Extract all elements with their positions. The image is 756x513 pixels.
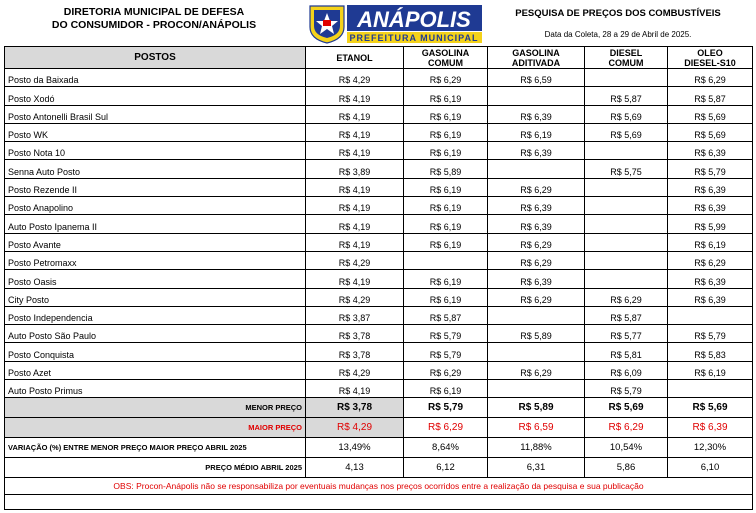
price-diesel [585,233,668,251]
station-name: Auto Posto São Paulo [5,325,306,343]
price-s10: R$ 5,83 [668,343,753,361]
max-diesel: R$ 6,29 [585,418,668,438]
station-name: Posto Oasis [5,270,306,288]
price-s10: R$ 6,39 [668,288,753,306]
price-gasolina: R$ 5,89 [404,160,488,178]
obs-note: OBS: Procon-Anápolis não se responsabiliza por eventuais mudanças nos preços ocorridos entre a realização da pesquisa e sua publicação [5,478,753,495]
price-etanol: R$ 4,19 [306,233,404,251]
price-aditivada [488,343,585,361]
price-gasolina: R$ 6,19 [404,197,488,215]
station-name: Auto Posto Ipanema II [5,215,306,233]
table-row [5,343,753,361]
procon-header-line2: DO CONSUMIDOR - PROCON/ANÁPOLIS [51,19,257,31]
station-name: Auto Posto Primus [5,380,306,398]
min-diesel: R$ 5,69 [585,398,668,418]
avg-gasolina: 6,12 [404,458,488,478]
avg-diesel: 5,86 [585,458,668,478]
min-aditivada: R$ 5,89 [488,398,585,418]
collection-date: Data da Coleta, 28 a 29 de Abril de 2025. [544,30,692,39]
station-name: Posto Antonelli Brasil Sul [5,105,306,123]
price-gasolina: R$ 6,19 [404,142,488,160]
station-name: Posto Nota 10 [5,142,306,160]
blank-row [5,495,753,510]
price-diesel: R$ 6,29 [585,288,668,306]
col-header-oleo-diesel-s10: OLEO DIESEL-S10 [668,47,753,69]
price-etanol: R$ 4,19 [306,270,404,288]
station-name: Senna Auto Posto [5,160,306,178]
col-header-postos: POSTOS [5,47,306,69]
price-aditivada: R$ 6,59 [488,69,585,87]
price-diesel [585,197,668,215]
table-row [5,233,753,251]
price-aditivada: R$ 6,39 [488,270,585,288]
price-diesel: R$ 5,81 [585,343,668,361]
col-header-gasolina-aditivada: GASOLINA ADITIVADA [488,47,585,69]
price-etanol: R$ 4,19 [306,178,404,196]
price-gasolina: R$ 6,19 [404,288,488,306]
price-aditivada: R$ 6,29 [488,251,585,269]
price-s10: R$ 6,39 [668,197,753,215]
price-aditivada: R$ 6,39 [488,197,585,215]
price-diesel: R$ 5,87 [585,87,668,105]
max-gasolina: R$ 6,29 [404,418,488,438]
station-name: Posto WK [5,123,306,141]
price-etanol: R$ 3,87 [306,306,404,324]
table-row [5,160,753,178]
price-aditivada [488,87,585,105]
col-header-etanol: ETANOL [306,47,404,69]
logo-text: ANÁPOLIS [357,7,471,32]
max-price-row [5,418,753,438]
price-etanol: R$ 4,19 [306,87,404,105]
price-gasolina: R$ 6,19 [404,87,488,105]
price-aditivada: R$ 6,29 [488,233,585,251]
station-name: Posto Anapolino [5,197,306,215]
price-diesel [585,270,668,288]
price-aditivada: R$ 6,19 [488,123,585,141]
var-diesel: 10,54% [585,438,668,458]
table-row [5,142,753,160]
price-s10: R$ 5,79 [668,160,753,178]
table-row [5,380,753,398]
table-row [5,215,753,233]
price-etanol: R$ 3,89 [306,160,404,178]
price-s10: R$ 5,69 [668,123,753,141]
station-name: Posto Independencia [5,306,306,324]
var-s10: 12,30% [668,438,753,458]
price-etanol: R$ 4,19 [306,123,404,141]
price-diesel [585,69,668,87]
min-s10: R$ 5,69 [668,398,753,418]
max-etanol: R$ 4,29 [306,418,404,438]
table-row [5,87,753,105]
variation-label: VARIAÇÃO (%) ENTRE MENOR PREÇO MAIOR PREÇO ABRIL 2025 [5,438,306,458]
min-price-row [5,398,753,418]
var-etanol: 13,49% [306,438,404,458]
price-table [4,46,753,510]
table-row [5,123,753,141]
price-diesel: R$ 5,69 [585,123,668,141]
table-row [5,105,753,123]
price-aditivada [488,306,585,324]
table-row [5,270,753,288]
price-diesel [585,251,668,269]
price-gasolina: R$ 5,79 [404,343,488,361]
max-aditivada: R$ 6,59 [488,418,585,438]
table-row [5,325,753,343]
price-diesel: R$ 5,77 [585,325,668,343]
price-diesel: R$ 5,79 [585,380,668,398]
price-aditivada: R$ 6,39 [488,142,585,160]
price-diesel [585,142,668,160]
price-gasolina: R$ 6,19 [404,123,488,141]
col-header-diesel-comum: DIESEL COMUM [585,47,668,69]
price-diesel: R$ 6,09 [585,361,668,379]
table-row [5,251,753,269]
price-s10: R$ 6,29 [668,69,753,87]
price-aditivada: R$ 6,39 [488,215,585,233]
price-gasolina: R$ 6,29 [404,69,488,87]
table-header-row [5,47,753,69]
price-etanol: R$ 3,78 [306,325,404,343]
price-etanol: R$ 4,19 [306,380,404,398]
blank-cell [5,495,753,510]
table-row [5,361,753,379]
price-s10 [668,306,753,324]
survey-title: PESQUISA DE PREÇOS DOS COMBUSTÍVEIS [515,8,721,19]
station-name: Posto Xodó [5,87,306,105]
price-gasolina: R$ 6,19 [404,215,488,233]
anapolis-logo [307,3,484,44]
price-s10: R$ 6,29 [668,251,753,269]
price-diesel: R$ 5,75 [585,160,668,178]
min-price-label: MENOR PREÇO [5,398,306,418]
price-gasolina: R$ 5,79 [404,325,488,343]
station-name: Posto Avante [5,233,306,251]
price-etanol: R$ 4,29 [306,288,404,306]
price-gasolina: R$ 6,19 [404,105,488,123]
avg-etanol: 4,13 [306,458,404,478]
coat-of-arms-icon [310,6,344,43]
price-aditivada: R$ 6,29 [488,178,585,196]
avg-aditivada: 6,31 [488,458,585,478]
price-s10: R$ 6,19 [668,361,753,379]
price-gasolina: R$ 5,87 [404,306,488,324]
table-row [5,306,753,324]
price-aditivada [488,160,585,178]
price-s10: R$ 5,79 [668,325,753,343]
table-row [5,288,753,306]
variation-row [5,438,753,458]
price-diesel: R$ 5,87 [585,306,668,324]
price-s10 [668,380,753,398]
price-etanol: R$ 4,29 [306,69,404,87]
price-gasolina: R$ 6,19 [404,178,488,196]
max-s10: R$ 6,39 [668,418,753,438]
col-header-gasolina-comum: GASOLINA COMUM [404,47,488,69]
price-s10: R$ 5,69 [668,105,753,123]
station-name: Posto Azet [5,361,306,379]
price-etanol: R$ 4,19 [306,142,404,160]
price-etanol: R$ 3,78 [306,343,404,361]
price-etanol: R$ 4,29 [306,361,404,379]
price-gasolina: R$ 6,19 [404,380,488,398]
avg-s10: 6,10 [668,458,753,478]
price-s10: R$ 5,87 [668,87,753,105]
price-gasolina: R$ 6,29 [404,361,488,379]
price-gasolina: R$ 6,19 [404,233,488,251]
price-aditivada: R$ 6,29 [488,288,585,306]
price-aditivada: R$ 5,89 [488,325,585,343]
price-etanol: R$ 4,19 [306,215,404,233]
var-aditivada: 11,88% [488,438,585,458]
price-s10: R$ 6,39 [668,142,753,160]
logo-subtext: PREFEITURA MUNICIPAL [349,33,479,43]
price-etanol: R$ 4,29 [306,251,404,269]
table-row [5,197,753,215]
min-gasolina: R$ 5,79 [404,398,488,418]
price-diesel [585,178,668,196]
price-diesel: R$ 5,69 [585,105,668,123]
max-price-label: MAIOR PREÇO [5,418,306,438]
station-name: Posto Conquista [5,343,306,361]
price-aditivada: R$ 6,39 [488,105,585,123]
price-etanol: R$ 4,19 [306,105,404,123]
price-etanol: R$ 4,19 [306,197,404,215]
price-s10: R$ 6,39 [668,178,753,196]
price-aditivada: R$ 6,29 [488,361,585,379]
station-name: Posto da Baixada [5,69,306,87]
price-s10: R$ 6,19 [668,233,753,251]
price-gasolina [404,251,488,269]
station-name: Posto Petromaxx [5,251,306,269]
price-gasolina: R$ 6,19 [404,270,488,288]
table-row [5,178,753,196]
table-row [5,69,753,87]
average-row [5,458,753,478]
var-gasolina: 8,64% [404,438,488,458]
average-label: PREÇO MÉDIO ABRIL 2025 [5,458,306,478]
price-s10: R$ 5,99 [668,215,753,233]
station-name: Posto Rezende II [5,178,306,196]
station-name: City Posto [5,288,306,306]
price-diesel [585,215,668,233]
procon-header-line1: DIRETORIA MUNICIPAL DE DEFESA [63,6,245,18]
price-s10: R$ 6,39 [668,270,753,288]
price-aditivada [488,380,585,398]
procon-header [4,4,304,44]
obs-row [5,478,753,495]
min-etanol: R$ 3,78 [306,398,404,418]
